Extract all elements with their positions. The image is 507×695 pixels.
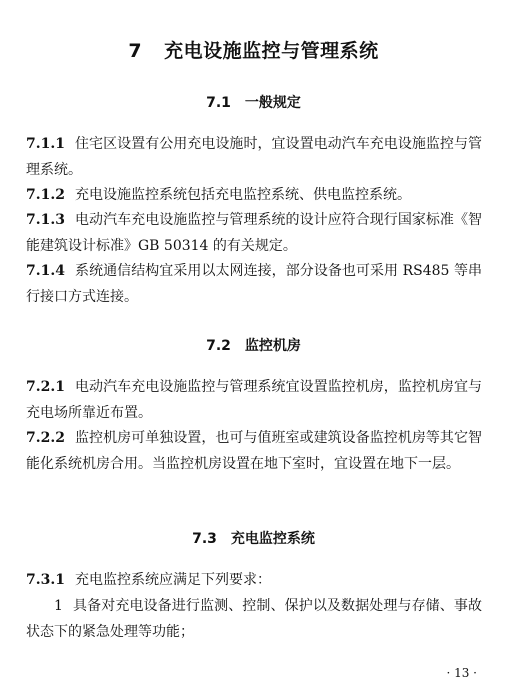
clause-7-3-1 bbox=[26, 568, 482, 594]
clause-text: 系统通信结构宜采用以太网连接，部分设备也可采用 RS485 等串行接口方式连接。 bbox=[26, 263, 482, 305]
clause-text: 电动汽车充电设施监控与管理系统的设计应符合现行国家标准《智能建筑设计标准》GB 50314 的有关规定。 bbox=[26, 212, 482, 254]
clause-text: 充电设施监控系统包括充电监控系统、供电监控系统。 bbox=[74, 187, 411, 203]
list-item bbox=[26, 594, 482, 645]
clause-number: 7.3.1 bbox=[26, 572, 65, 588]
clause-text: 监控机房可单独设置，也可与值班室或建筑设备监控机房等其它智能化系统机房合用。当监控机房设置在地下室时，宜设置在地下一层。 bbox=[26, 430, 482, 472]
clause-number: 7.2.1 bbox=[26, 379, 65, 395]
section-number: 7.2 bbox=[206, 338, 231, 354]
section-heading-7-3 bbox=[0, 528, 507, 548]
clause-7-1-3 bbox=[26, 208, 482, 259]
page-number: · 13 · bbox=[446, 666, 477, 680]
clause-7-1-1 bbox=[26, 132, 482, 183]
clause-7-1-4 bbox=[26, 259, 482, 310]
item-number: 1 bbox=[54, 598, 63, 614]
chapter-title-text: 充电设施监控与管理系统 bbox=[164, 40, 379, 62]
chapter-title bbox=[0, 36, 507, 63]
section-title: 一般规定 bbox=[244, 95, 301, 111]
section-number: 7.1 bbox=[206, 95, 231, 111]
section-heading-7-1 bbox=[0, 92, 507, 112]
clause-number: 7.1.4 bbox=[26, 263, 65, 279]
item-text: 具备对充电设备进行监测、控制、保护以及数据处理与存储、事故状态下的紧急处理等功能； bbox=[26, 598, 482, 640]
clause-number: 7.1.3 bbox=[26, 212, 65, 228]
section-heading-7-2 bbox=[0, 335, 507, 355]
section-title: 监控机房 bbox=[244, 338, 301, 354]
section-number: 7.3 bbox=[192, 531, 217, 547]
chapter-number: 7 bbox=[128, 40, 143, 62]
section-title: 充电监控系统 bbox=[230, 531, 315, 547]
clause-number: 7.1.2 bbox=[26, 187, 65, 203]
clause-text: 电动汽车充电设施监控与管理系统宜设置监控机房，监控机房宜与充电场所靠近布置。 bbox=[26, 379, 482, 421]
clause-7-1-2 bbox=[26, 183, 482, 209]
clause-number: 7.2.2 bbox=[26, 430, 65, 446]
clause-text: 住宅区设置有公用充电设施时，宜设置电动汽车充电设施监控与管理系统。 bbox=[26, 136, 482, 178]
clause-text: 充电监控系统应满足下列要求： bbox=[74, 572, 271, 588]
clause-7-2-1 bbox=[26, 375, 482, 426]
clause-number: 7.1.1 bbox=[26, 136, 65, 152]
clause-7-2-2 bbox=[26, 426, 482, 477]
